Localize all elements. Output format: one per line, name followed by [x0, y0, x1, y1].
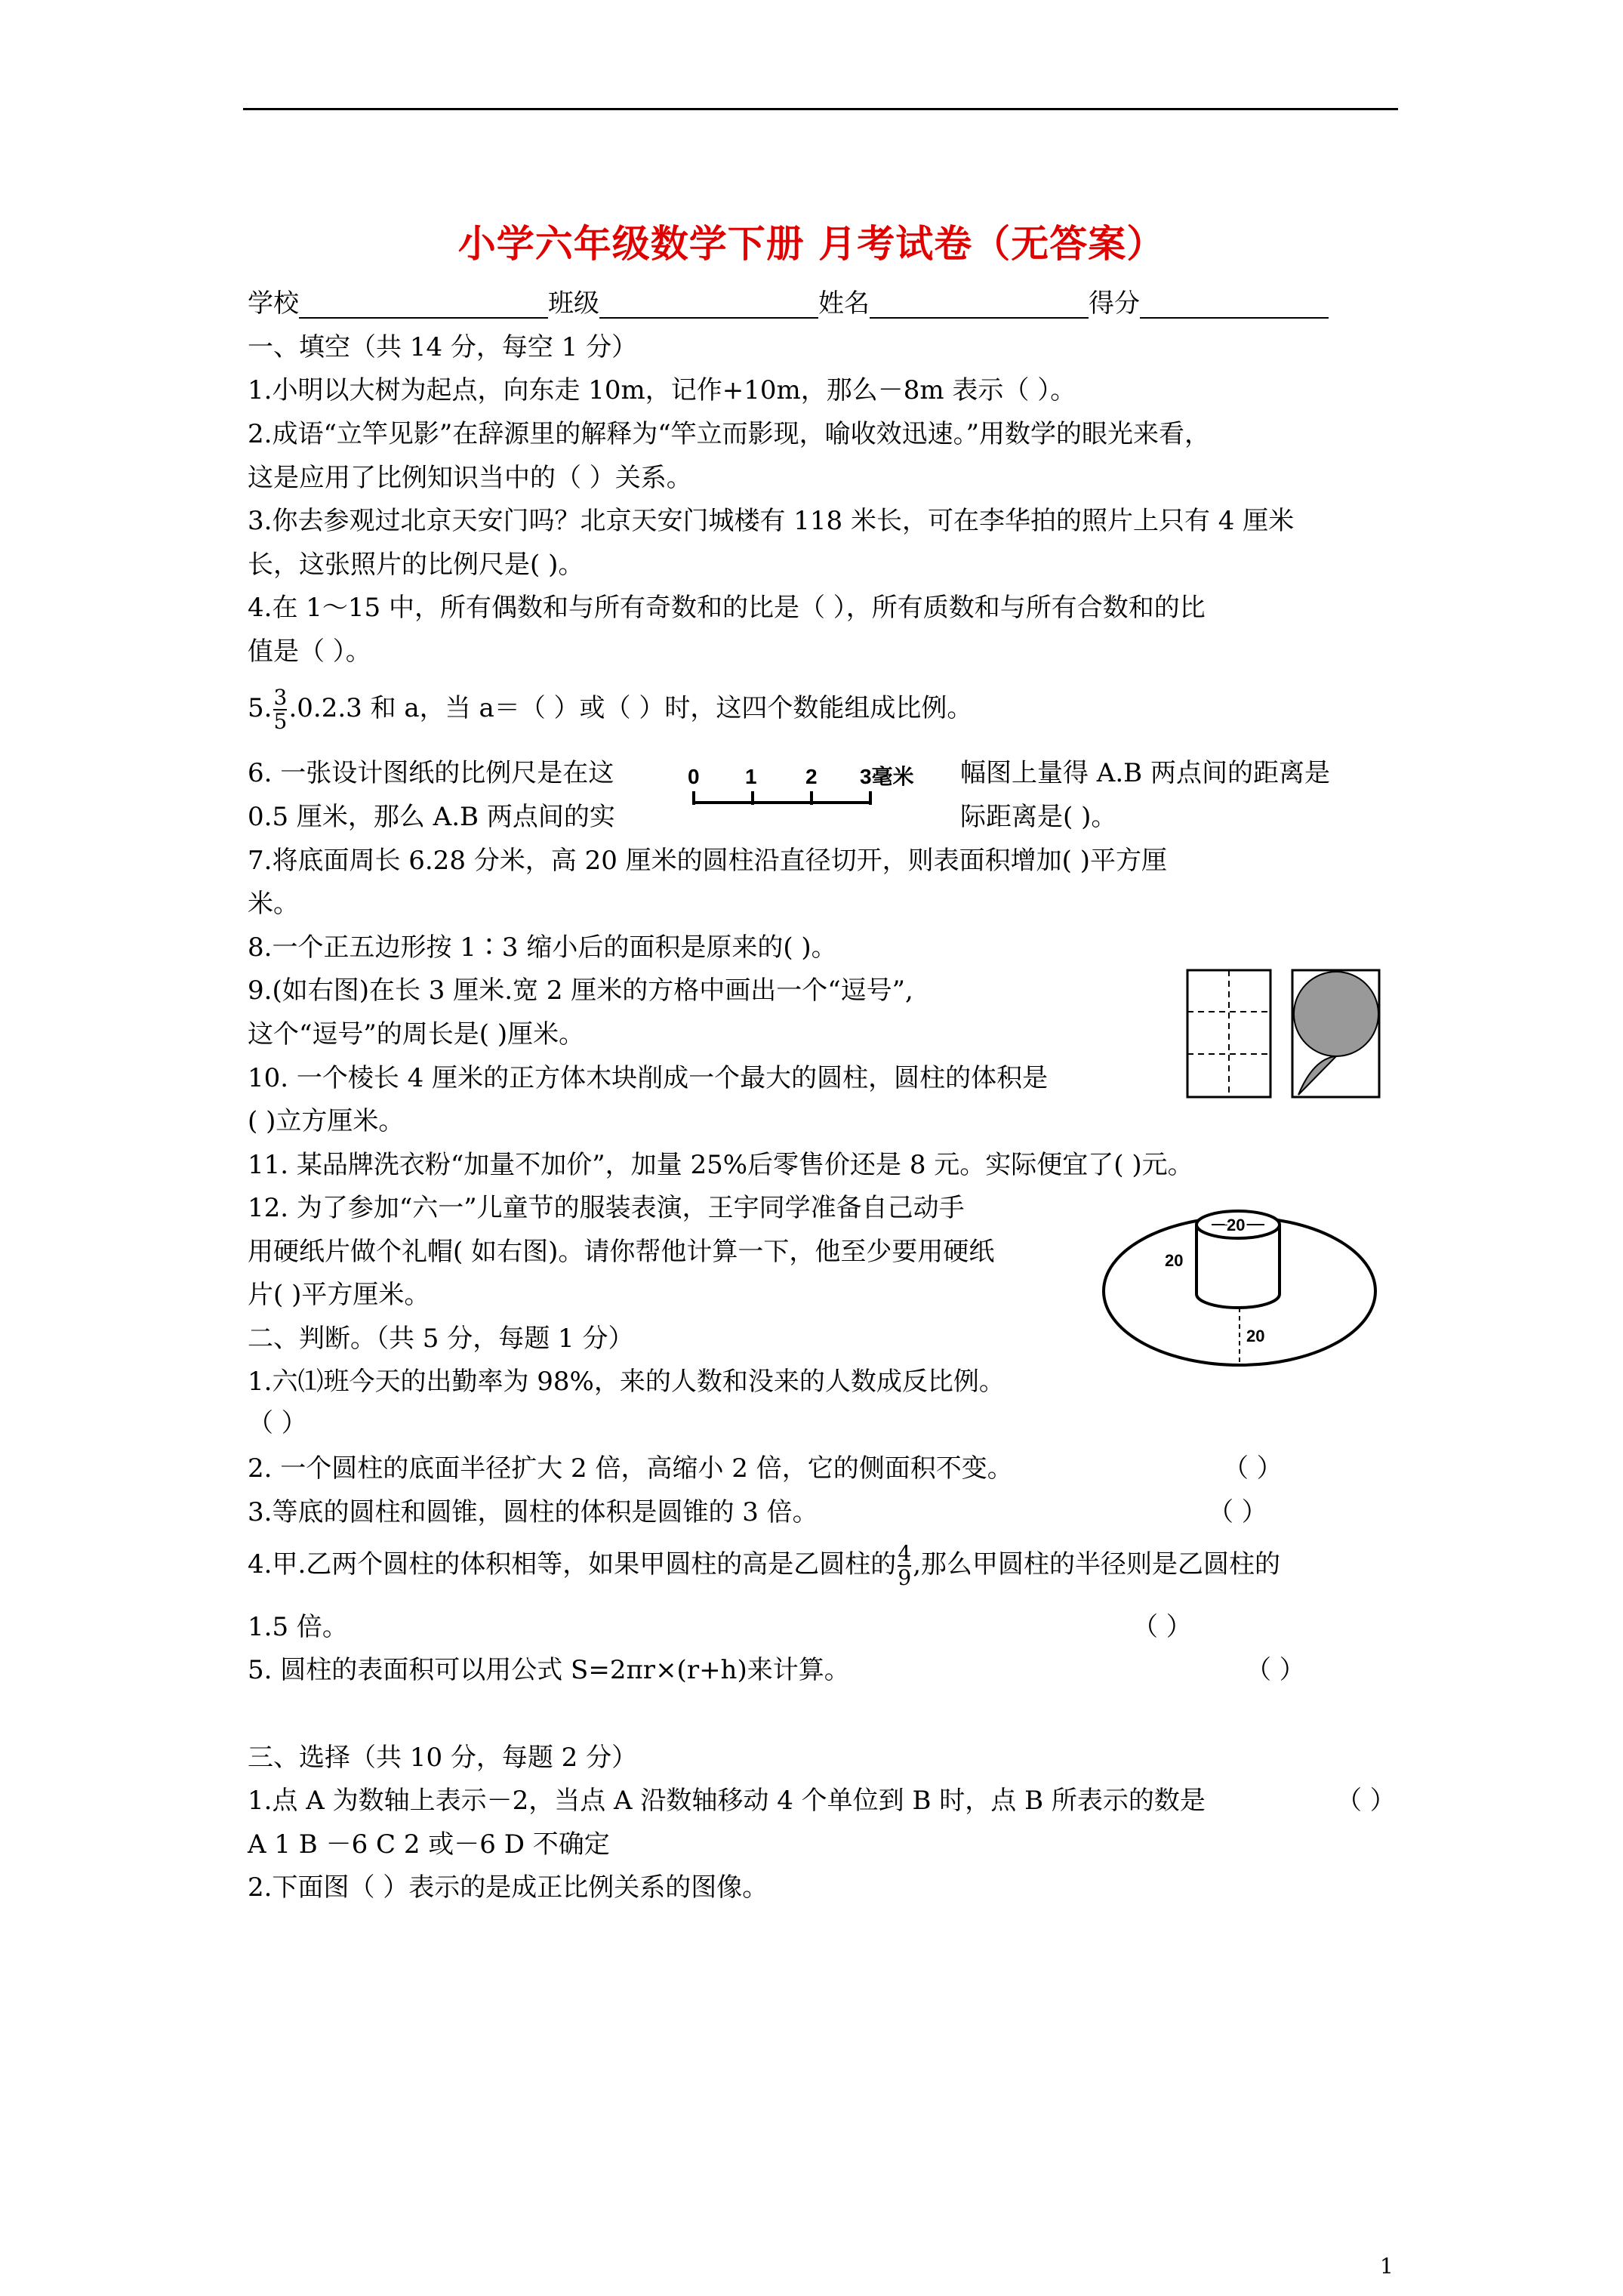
q5-frac-den: 5 — [273, 709, 288, 734]
s1-q6-left2: 0.5 厘米，那么 A.B 两点间的实 — [248, 802, 615, 832]
q5-fraction — [273, 686, 287, 733]
s2-q4-line2: 1.5 倍。 — [248, 1612, 348, 1642]
s1-q11: 11. 某品牌洗衣粉“加量不加价”，加量 25%后零售价还是 8 元。实际便宜了( )元。 — [248, 1150, 1193, 1180]
s1-q1: 1.小明以大树为起点，向东走 10m，记作+10m，那么－8m 表示（ ）。 — [248, 375, 1076, 405]
score-label: 得分 — [1089, 288, 1140, 319]
q5-frac-num: 3 — [273, 685, 288, 710]
s1-q9-line1: 9.(如右图)在长 3 厘米.宽 2 厘米的方格中画出一个“逗号”, — [248, 975, 913, 1006]
page-number: 1 — [1380, 2254, 1394, 2279]
s2-q4-line1 — [248, 1540, 1280, 1589]
scale-label-2: 2 — [805, 765, 818, 788]
s1-q2-line2: 这是应用了比例知识当中的（ ）关系。 — [248, 463, 692, 493]
name-label: 姓名 — [818, 288, 870, 319]
scale-bar-figure — [683, 761, 940, 814]
q5-text: .0.2.3 和 a，当 a＝（ ）或（ ）时，这四个数能组成比例。 — [288, 693, 973, 723]
s1-q7-line2: 米。 — [248, 889, 299, 919]
s1-q4-line2: 值是（ ）。 — [248, 636, 371, 667]
s1-q10-line1: 10. 一个棱长 4 厘米的正方体木块削成一个最大的圆柱，圆柱的体积是 — [248, 1063, 1049, 1093]
s2-q1: 1.六⑴班今天的出勤率为 98%，来的人数和没来的人数成反比例。 — [248, 1367, 1005, 1397]
section2-heading: 二、判断。（共 5 分，每题 1 分） — [248, 1324, 634, 1354]
class-field[interactable] — [599, 291, 818, 319]
s1-q6-right2: 际距离是( )。 — [960, 802, 1117, 832]
s2-q5-answer[interactable]: （ ） — [1246, 1655, 1305, 1685]
s1-q8: 8.一个正五边形按 1∶3 缩小后的面积是原来的( )。 — [248, 932, 837, 963]
header-rule — [243, 108, 1398, 110]
s2-q5: 5. 圆柱的表面积可以用公式 S=2πr×(r+h)来计算。 — [248, 1655, 850, 1685]
s1-q3-line1: 3.你去参观过北京天安门吗？北京天安门城楼有 118 米长，可在李华拍的照片上只有 4 厘米 — [248, 506, 1295, 536]
s1-q12-line1: 12. 为了参加“六一”儿童节的服装表演，王宇同学准备自己动手 — [248, 1193, 965, 1223]
hat-label-top: 20 — [1227, 1216, 1246, 1234]
s1-q2-line1: 2.成语“立竿见影”在辞源里的解释为“竿立而影现，喻收效迅速。”用数学的眼光来看， — [248, 419, 1210, 449]
q4-prefix: 4.甲.乙两个圆柱的体积相等，如果甲圆柱的高是乙圆柱的 — [248, 1549, 897, 1579]
q4-frac-num: 4 — [898, 1541, 912, 1566]
s1-q12-line2: 用硬纸片做个礼帽( 如右图)。请你帮他计算一下，他至少要用硬纸 — [248, 1237, 995, 1267]
page-title: 小学六年级数学下册 月考试卷（无答案） — [457, 221, 1166, 266]
scale-label-3: 3毫米 — [860, 765, 914, 788]
s1-q12-line3: 片( )平方厘米。 — [248, 1280, 430, 1310]
s2-q2: 2. 一个圆柱的底面半径扩大 2 倍，高缩小 2 倍，它的侧面积不变。 — [248, 1453, 1013, 1484]
q5-prefix: 5. — [248, 693, 273, 723]
s1-q9-line2: 这个“逗号”的周长是( )厘米。 — [248, 1019, 585, 1049]
hat-label-height: 20 — [1165, 1251, 1184, 1270]
s1-q4-line1: 4.在 1～15 中，所有偶数和与所有奇数和的比是（ ），所有质数和与所有合数和的比 — [248, 593, 1206, 623]
s3-q1: 1.点 A 为数轴上表示－2，当点 A 沿数轴移动 4 个单位到 B 时，点 B 所表示的数是 — [248, 1786, 1206, 1816]
s2-q3: 3.等底的圆柱和圆锥，圆柱的体积是圆锥的 3 倍。 — [248, 1497, 818, 1527]
s3-q1-answer[interactable]: （ ） — [1336, 1786, 1396, 1816]
section1-heading: 一、填空（共 14 分，每空 1 分） — [248, 332, 638, 362]
s3-q2: 2.下面图（ ）表示的是成正比例关系的图像。 — [248, 1872, 768, 1903]
s2-q2-answer[interactable]: （ ） — [1223, 1453, 1283, 1484]
s1-q6-right1: 幅图上量得 A.B 两点间的距离是 — [960, 758, 1330, 788]
comma-shape — [1294, 972, 1378, 1095]
hat-figure — [1098, 1202, 1385, 1376]
hat-label-brim: 20 — [1246, 1327, 1265, 1345]
s1-q7-line1: 7.将底面周长 6.28 分米，高 20 厘米的圆柱沿直径切开，则表面积增加( )平方厘 — [248, 846, 1167, 876]
q4-text: ,那么甲圆柱的半径则是乙圆柱的 — [913, 1549, 1281, 1579]
school-field[interactable] — [299, 291, 548, 319]
s1-q3-line2: 长，这张照片的比例尺是( )。 — [248, 550, 584, 580]
school-label: 学校 — [248, 288, 299, 319]
s1-q5 — [248, 686, 972, 733]
scale-label-0: 0 — [688, 765, 700, 788]
s2-q4-answer[interactable]: （ ） — [1132, 1612, 1192, 1642]
comma-figure — [1185, 968, 1389, 1101]
s3-q1-options: A 1 B －6 C 2 或－6 D 不确定 — [248, 1829, 610, 1860]
scale-label-1: 1 — [745, 765, 757, 788]
q4-frac-den: 9 — [898, 1565, 912, 1590]
s2-q3-answer[interactable]: （ ） — [1208, 1497, 1267, 1527]
s1-q6-left1: 6. 一张设计图纸的比例尺是在这 — [248, 758, 614, 788]
q4-fraction — [898, 1542, 911, 1589]
score-field[interactable] — [1140, 291, 1329, 319]
name-field[interactable] — [870, 291, 1089, 319]
class-label: 班级 — [548, 288, 599, 319]
s1-q10-line2: ( )立方厘米。 — [248, 1106, 405, 1136]
student-info-row — [248, 288, 1329, 319]
s2-q1-answer[interactable]: （ ） — [248, 1408, 307, 1438]
section3-heading: 三、选择（共 10 分，每题 2 分） — [248, 1743, 638, 1773]
